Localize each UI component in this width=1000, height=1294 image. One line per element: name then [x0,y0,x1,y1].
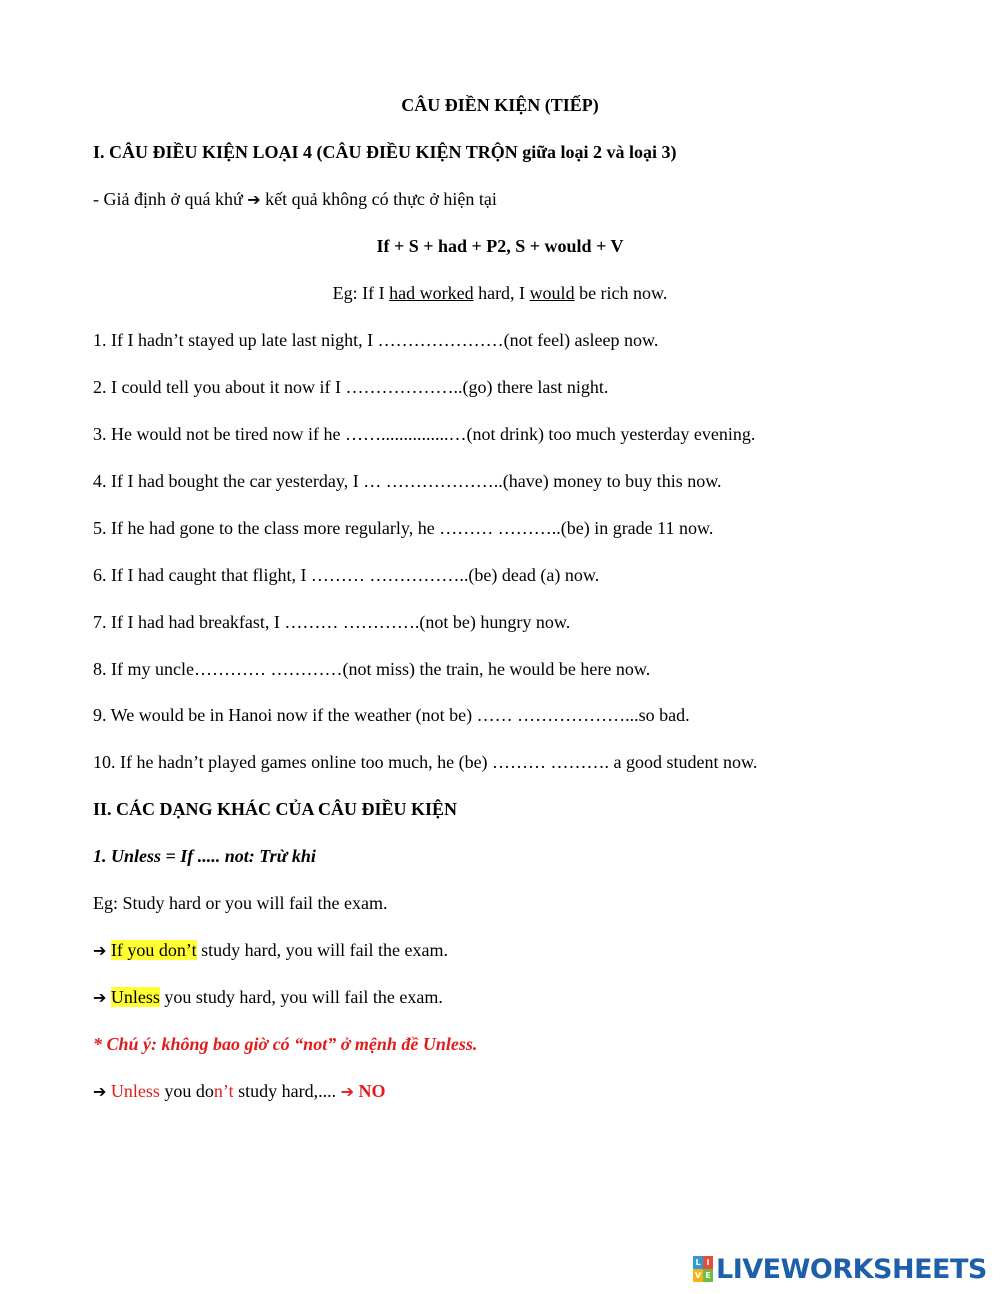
right-arrow-icon: ➔ [93,941,107,960]
description-end: kết quả không có thực ở hiện tại [260,189,497,209]
red-arrow-icon: ➔ [340,1082,354,1101]
highlight-if-you-dont: If you don’t [110,940,197,960]
section-1-description [93,188,497,211]
right-arrow-icon: ➔ [93,1082,107,1101]
unless-line-1-rest: study hard, you will fail the exam. [196,940,449,960]
formula: If + S + had + P2, S + would + V [376,236,624,256]
logo-mark-l: L [693,1256,703,1269]
description-start: - Giả định ở quá khứ [93,189,248,209]
logo-text: LIVEWORKSHEETS [716,1253,987,1285]
example-prefix: Eg: If I [332,283,390,303]
exercise-5: 5. If he had gone to the class more regularly, he ……… ………..(be) in grade 11 now. [93,518,714,538]
subsection-unless-heading: 1. Unless = If ..... not: Trừ khi [93,846,316,866]
logo-mark-e: E [703,1269,713,1282]
red-unless: Unless [110,1081,160,1101]
example-underline-had-worked: had worked [389,283,474,303]
example-suffix: be rich now. [574,283,668,303]
right-arrow-icon: ➔ [247,190,261,209]
exercise-3: 3. He would not be tired now if he ……...............…(not drink) too much yesterday evening. [93,424,756,444]
example-middle: hard, I [473,283,530,303]
unless-wrong-example [93,1080,385,1103]
example-underline-would: would [529,283,575,303]
highlight-unless: Unless [110,987,160,1007]
unless-line-2-rest: you study hard, you will fail the exam. [159,987,443,1007]
logo-mark-i: I [703,1256,713,1269]
note-warning: * Chú ý: không bao giờ có “not” ở mệnh đề Unless. [93,1034,478,1054]
logo-mark-v: V [694,1271,702,1280]
page-title: CÂU ĐIỀN KIỆN (TIẾP) [401,95,599,115]
no-label: NO [358,1081,386,1101]
exercise-1: 1. If I hadn’t stayed up late last night, I …………………(not feel) asleep now. [93,330,659,350]
exercise-4: 4. If I had bought the car yesterday, I … ………………..(have) money to buy this now. [93,471,722,491]
section-1-heading: I. CÂU ĐIỀU KIỆN LOẠI 4 (CÂU ĐIỀU KIỆN TRỘN giữa loại 2 và loại 3) [93,142,677,162]
unless-line-1 [93,939,448,962]
exercise-2: 2. I could tell you about it now if I ………………..(go) there last night. [93,377,609,397]
exercise-10: 10. If he hadn’t played games online too much, he (be) ……… ………. a good student now. [93,752,758,772]
wrong-example-end: study hard,.... [233,1081,341,1101]
exercise-8: 8. If my uncle………… …………(not miss) the train, he would be here now. [93,659,651,679]
red-nt: n’t [213,1081,234,1101]
logo-mark-icon [693,1256,713,1282]
right-arrow-icon: ➔ [93,988,107,1007]
section-2-heading: II. CÁC DẠNG KHÁC CỦA CÂU ĐIỀU KIỆN [93,799,458,819]
exercise-7: 7. If I had had breakfast, I ……… ………….(not be) hungry now. [93,612,571,632]
example-sentence [0,282,1000,304]
exercise-6: 6. If I had caught that flight, I ……… ……………..(be) dead (a) now. [93,565,600,585]
wrong-example-middle: you do [159,1081,214,1101]
exercise-9: 9. We would be in Hanoi now if the weather (not be) …… ………………...so bad. [93,705,690,725]
liveworksheets-logo [693,1252,987,1286]
unless-line-2 [93,986,443,1009]
unless-example: Eg: Study hard or you will fail the exam. [93,893,388,913]
